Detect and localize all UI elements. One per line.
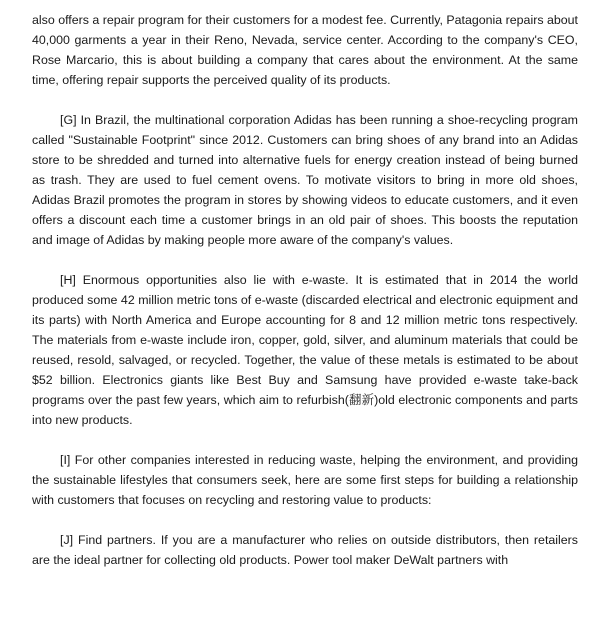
paragraph-continuation: also offers a repair program for their customers for a modest fee. Currently, Patagonia repairs about 40,000 garments a year in their Reno, Nevada, service center. According to the company's CEO, Rose Marcario, this is about building a company that cares about the environment. At the same time, offering repair supports the perceived quality of its products. (32, 13, 578, 87)
document-page (32, 10, 578, 570)
paragraph-i: [I] For other companies interested in reducing waste, helping the environment, and providing the sustainable lifestyles that consumers seek, here are some first steps for building a relationship with customers that focuses on recycling and restoring value to products: (32, 453, 578, 507)
paragraph-h: [H] Enormous opportunities also lie with e-waste. It is estimated that in 2014 the world produced some 42 million metric tons of e-waste (discarded electrical and electronic equipment and its parts) with North America and Europe accounting for 8 and 12 million metric tons respectively. The materials from e-waste include iron, copper, gold, silver, and aluminum materials that could be reused, resold, salvaged, or recycled. Together, the value of these metals is estimated to be about $52 billion. Electronics giants like Best Buy and Samsung have provided e-waste take-back programs over the past few years, which aim to refurbish(翻新)old electronic components and parts into new products. (32, 273, 578, 427)
paragraph-j: [J] Find partners. If you are a manufacturer who relies on outside distributors, then retailers are the ideal partner for collecting old products. Power tool maker DeWalt partners with (32, 533, 578, 567)
paragraph-g: [G] In Brazil, the multinational corporation Adidas has been running a shoe-recycling program called "Sustainable Footprint" since 2012. Customers can bring shoes of any brand into an Adidas store to be shredded and turned into alternative fuels for energy creation instead of being burned as trash. They are used to fuel cement ovens. To motivate visitors to bring in more old shoes, Adidas Brazil promotes the program in stores by showing videos to educate customers, and it even offers a discount each time a customer brings in an old pair of shoes. This boosts the reputation and image of Adidas by making people more aware of the company's values. (32, 113, 578, 247)
